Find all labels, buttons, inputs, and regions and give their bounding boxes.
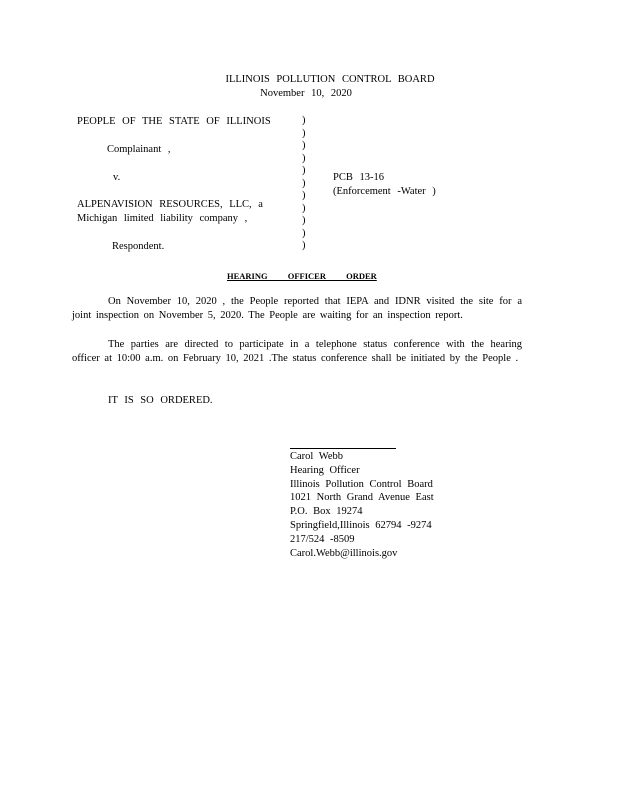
signer-name: Carol Webb [290,451,343,462]
respondent-name-line1: ALPENAVISION RESOURCES, LLC, a [77,199,263,210]
signer-title: Hearing Officer [290,464,360,476]
caption-divider [302,115,312,253]
caption-paren: ) [302,202,306,214]
signature-line [290,448,396,449]
respondent-name-line2: Michigan limited liability company , [77,213,248,224]
caption-paren: ) [302,215,306,226]
agency-title: ILLINOIS POLLUTION CONTROL BOARD [225,74,435,85]
signer-phone: 217/524 -8509 [290,533,355,545]
caption-paren: ) [302,240,306,251]
versus-label: v. [113,172,121,183]
order-date: November 10, 2020 [260,88,352,99]
signer-email: Carol.Webb@illinois.gov [290,547,398,559]
signer-address: 1021 North Grand Avenue East [290,492,434,504]
caption-paren: ) [302,165,306,176]
caption-paren: ) [302,115,306,126]
caption-paren: ) [302,227,306,239]
caption-paren: ) [302,140,306,151]
body-paragraph-2: The parties are directed to participate in a telephone status conference with the hearing officer at 10:00 a.m. on February 10, 2021 .The status conference shall be initiated by the People . [72,339,522,364]
caption-paren: ) [302,127,306,139]
case-number: PCB 13-16 [333,172,384,183]
signer-city: Springfield,Illinois 62794 -9274 [290,519,432,531]
signer-organization: Illinois Pollution Control Board [290,478,433,490]
complainant-role: Complainant , [107,144,171,155]
body-paragraph-1: On November 10, 2020 , the People reported that IEPA and IDNR visited the site for a joint inspection on November 5, 2020. The People are waiting for an inspection report. [72,296,522,321]
caption-paren: ) [302,190,306,201]
closing-statement: IT IS SO ORDERED. [108,395,213,406]
caption-paren: ) [302,152,306,164]
signature-block [290,450,434,560]
signer-po-box: P.O. Box 19274 [290,506,363,518]
order-title: HEARING OFFICER ORDER [227,271,377,281]
respondent-role: Respondent. [112,241,165,252]
caption-paren: ) [302,177,306,189]
complainant-name: PEOPLE OF THE STATE OF ILLINOIS [77,116,271,127]
case-type: (Enforcement -Water ) [333,186,436,197]
